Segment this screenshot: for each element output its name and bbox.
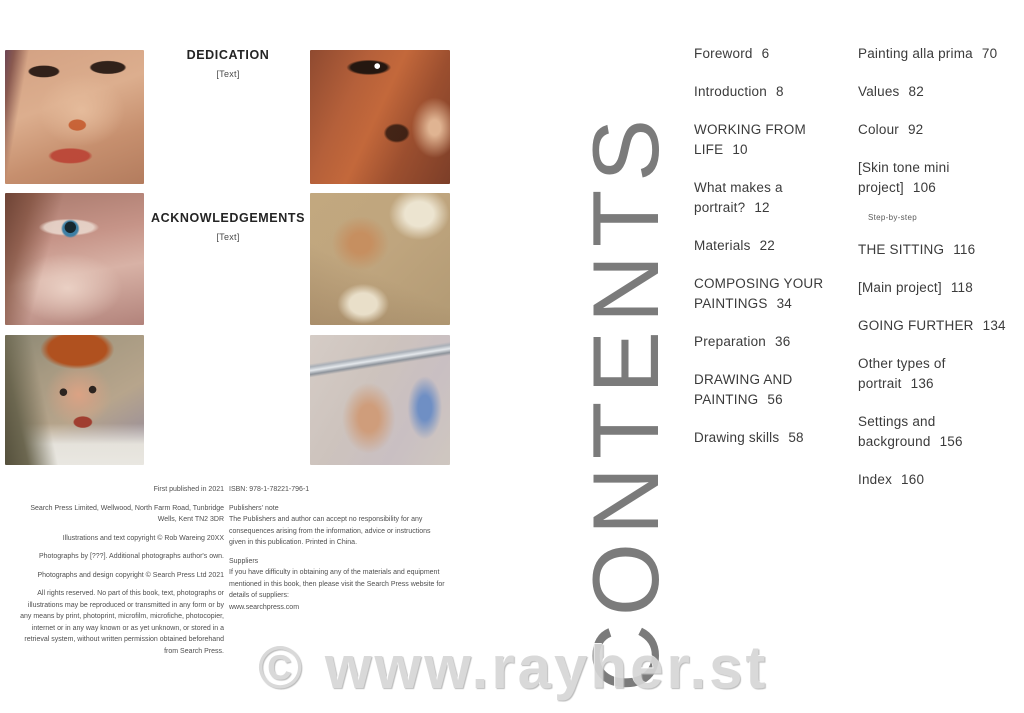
toc-entry-label: COMPOSING YOUR PAINTINGS — [694, 276, 824, 311]
imprint-line: First published in 2021 — [153, 486, 224, 493]
dedication-title: DEDICATION — [186, 48, 270, 62]
toc-entry-what-makes-a-portrait — [694, 178, 826, 218]
toc-entry-the-sitting — [858, 240, 1010, 260]
isbn-text: ISBN: 978-1-78221-796-1 — [229, 486, 310, 493]
toc-entry-other-types-of-portrait — [858, 354, 1010, 394]
imprint-publisher-notes — [229, 484, 447, 620]
toc-entry-label: Other types of portrait — [858, 356, 946, 391]
toc-entry-label: Preparation — [694, 334, 766, 349]
toc-entry-page: 136 — [910, 376, 934, 391]
toc-entry-page: 118 — [950, 280, 973, 295]
suppliers-body: If you have difficulty in obtaining any of the materials and equipment mentioned in this book, then please visit the Search Press website for details of suppliers: — [229, 569, 445, 599]
toc-entry-label: Values — [858, 84, 900, 99]
toc-column-2 — [858, 44, 1010, 508]
toc-entry-settings-and-background — [858, 412, 1010, 452]
toc-entry-colour — [858, 120, 1010, 140]
toc-entry-preparation — [694, 332, 826, 352]
toc-entry-label: Foreword — [694, 46, 753, 61]
toc-entry-page: 82 — [908, 84, 924, 99]
toc-entry-working-from-life — [694, 120, 826, 160]
toc-entry-page: 10 — [732, 142, 748, 157]
imprint-line: Illustrations and text copyright © Rob Wareing 20XX — [62, 534, 224, 542]
toc-entry-page: 58 — [788, 430, 804, 445]
toc-entry-page: 56 — [767, 392, 783, 407]
toc-entry-page: 70 — [981, 46, 998, 61]
toc-entry-values — [858, 82, 1010, 102]
toc-entry-page: 160 — [901, 472, 925, 487]
suppliers-title: Suppliers — [229, 557, 259, 565]
toc-entry-going-further — [858, 316, 1010, 336]
imprint-line: Photographs and design copyright © Search Press Ltd 2021 — [37, 571, 224, 579]
toc-entry-page: 116 — [953, 242, 976, 257]
portrait-thumbnail-woman-face — [5, 50, 144, 184]
toc-entry-label: DRAWING AND PAINTING — [694, 372, 793, 407]
toc-entry-drawing-skills — [694, 428, 826, 448]
toc-entry-label: Index — [858, 472, 893, 487]
toc-entry-label: Introduction — [694, 84, 767, 99]
dedication-section — [145, 48, 311, 79]
toc-entry-label: What makes a portrait? — [694, 180, 783, 215]
toc-entry-foreword — [694, 44, 826, 64]
portrait-thumbnail-flute-player — [310, 335, 450, 465]
searchpress-url: www.searchpress.com — [229, 603, 300, 611]
toc-entry-page: 156 — [939, 434, 963, 449]
dedication-placeholder-text: [Text] — [216, 69, 240, 79]
publishers-note — [229, 503, 447, 549]
publishers-note-body: The Publishers and author can accept no responsibility for any consequences arising from the information, advice or instructions given in this publication. Printed in China. — [229, 516, 431, 546]
toc-column-1 — [694, 44, 826, 466]
toc-entry-index — [858, 470, 1010, 490]
toc-entry-main-project — [858, 278, 1010, 298]
watermark-text: © www.rayher.st — [258, 634, 769, 701]
toc-entry-label: THE SITTING — [858, 242, 945, 257]
toc-entry-page: 6 — [761, 46, 770, 61]
imprint-line: Search Press Limited, Wellwood, North Farm Road, Tunbridge Wells, Kent TN2 3DR — [30, 504, 224, 523]
toc-entry-introduction — [694, 82, 826, 102]
toc-entry-label: Materials — [694, 238, 751, 253]
portrait-thumbnail-eye-closeup — [5, 193, 144, 325]
imprint-line: Photographs by [???]. Additional photographs author's own. — [38, 553, 224, 560]
toc-entry-label: WORKING FROM LIFE — [694, 122, 806, 157]
toc-entry-page: 12 — [754, 200, 770, 215]
portrait-thumbnail-red-haired-boy — [5, 335, 144, 465]
publishers-note-title: Publishers' note — [229, 504, 279, 512]
toc-entry-label: [Skin tone mini project] — [858, 160, 950, 195]
toc-entry-label: GOING FURTHER — [858, 318, 974, 333]
toc-entry-composing-your-paintings — [694, 274, 826, 314]
toc-entry-page: 134 — [982, 318, 1006, 333]
contents-vertical-title: CONTENTS — [573, 111, 678, 692]
step-by-step-note: Step-by-step — [868, 213, 917, 222]
toc-entry-page: 36 — [775, 334, 791, 349]
toc-entry-label: Painting alla prima — [858, 46, 973, 61]
toc-entry-label: Drawing skills — [694, 430, 780, 445]
toc-entry-skin-tone-mini-project — [858, 158, 1010, 198]
acknowledgements-placeholder-text: [Text] — [216, 232, 240, 242]
portrait-thumbnail-elderly-man — [310, 193, 450, 325]
acknowledgements-section — [145, 211, 311, 242]
toc-entry-page: 8 — [775, 84, 784, 99]
suppliers-note — [229, 556, 447, 614]
toc-entry-label: [Main project] — [858, 280, 942, 295]
imprint-rights-text: All rights reserved. No part of this book, text, photographs or illustrations may be reproduced or transmitted in any form or by any means by print, photoprint, microfilm, microfiche, photocopier, internet or in any way known or as yet unknown, or stored in a retrieval system, without written permission obtained beforehand from Search Press. — [20, 590, 224, 655]
portrait-thumbnail-face-closeup — [310, 50, 450, 184]
toc-entry-page: 92 — [907, 122, 924, 137]
toc-entry-label: Settings and background — [858, 414, 936, 449]
toc-entry-page: 34 — [776, 296, 792, 311]
toc-entry-page: 106 — [912, 180, 936, 195]
imprint-publication-details — [19, 484, 224, 664]
toc-entry-painting-alla-prima — [858, 44, 1010, 64]
acknowledgements-title: ACKNOWLEDGEMENTS — [150, 211, 306, 225]
toc-entry-materials — [694, 236, 826, 256]
toc-entry-page: 22 — [759, 238, 775, 253]
toc-entry-label: Colour — [858, 122, 899, 137]
toc-entry-drawing-and-painting — [694, 370, 826, 410]
